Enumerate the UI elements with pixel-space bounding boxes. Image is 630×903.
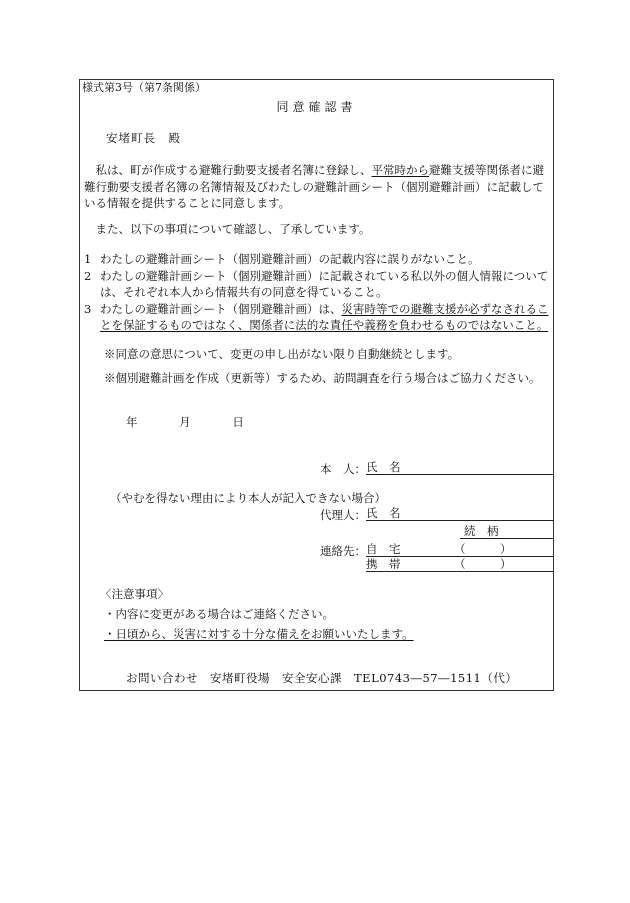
note-auto-renewal: ※同意の意思について、変更の申し出がない限り自動継続とします。 xyxy=(104,347,460,361)
date-row xyxy=(126,416,282,430)
form-number: 様式第3号（第7条関係） xyxy=(82,81,206,94)
caution-item: ・日頃から、災害に対する十分な備えをお願いいたします。 xyxy=(104,627,414,641)
consent-paragraph: 私は、町が作成する避難行動要支援者名簿に登録し、平常時から避難支援等関係者に避難行動要支援者名簿の名簿情報及びわたしの避難計画シート（個別避難計画）に記載している情報を提供することに同意します。 xyxy=(84,163,544,210)
principal-label: 本 人： xyxy=(320,462,366,476)
caution-title: 〈注意事項〉 xyxy=(100,587,169,601)
addressee: 安堵町長 殿 xyxy=(106,131,181,145)
list-item: 3 わたしの避難計画シート（個別避難計画）は、災害時等での避難支援が必ずなされることを保証するものではなく、関係者に法的な責任や義務を負わせるものではないこと。 xyxy=(84,301,549,332)
contact-home-field[interactable]: 自 宅 （ ） xyxy=(366,542,554,557)
date-month: 月 xyxy=(179,415,191,429)
principal-name-field[interactable]: 氏 名 xyxy=(366,460,554,475)
acknowledgement-paragraph: また、以下の事項について確認し、了承しています。 xyxy=(95,222,371,236)
confirmation-list xyxy=(84,251,550,334)
contact-label: 連絡先： xyxy=(320,544,366,558)
form-frame xyxy=(79,79,554,691)
proxy-label: 代理人： xyxy=(320,508,366,522)
date-year: 年 xyxy=(126,415,138,429)
footer-contact: お問い合わせ 安堵町役場 安全安心課 TEL0743―57―1511（代） xyxy=(126,671,518,685)
underlined-normal-times: 平常時から xyxy=(371,163,429,177)
contact-mobile-field[interactable]: 携 帯 （ ） xyxy=(366,557,554,572)
date-day: 日 xyxy=(232,415,244,429)
proxy-relation-field[interactable]: 続 柄 xyxy=(460,524,554,539)
proxy-name-field[interactable]: 氏 名 xyxy=(366,506,554,521)
caution-item: ・内容に変更がある場合はご連絡ください。 xyxy=(104,607,334,621)
list-item: 1 わたしの避難計画シート（個別避難計画）の記載内容に誤りがないこと。 xyxy=(84,252,480,266)
underlined-disclaimer: 災害時等での避難支援が必ずなされることを保証するものではなく、関係者に法的な責任や義務を負わせるものではないこと。 xyxy=(100,301,549,332)
proxy-hint: （やむを得ない理由により本人が記入できない場合） xyxy=(110,491,386,505)
list-item: 2 わたしの避難計画シート（個別避難計画）に記載されている私以外の個人情報については、それぞれ本人から情報共有の同意を得ていること。 xyxy=(84,268,549,299)
page-title: 同意確認書 xyxy=(276,100,357,114)
note-visit-survey: ※個別避難計画を作成（更新等）するため、訪問調査を行う場合はご協力ください。 xyxy=(104,371,541,385)
